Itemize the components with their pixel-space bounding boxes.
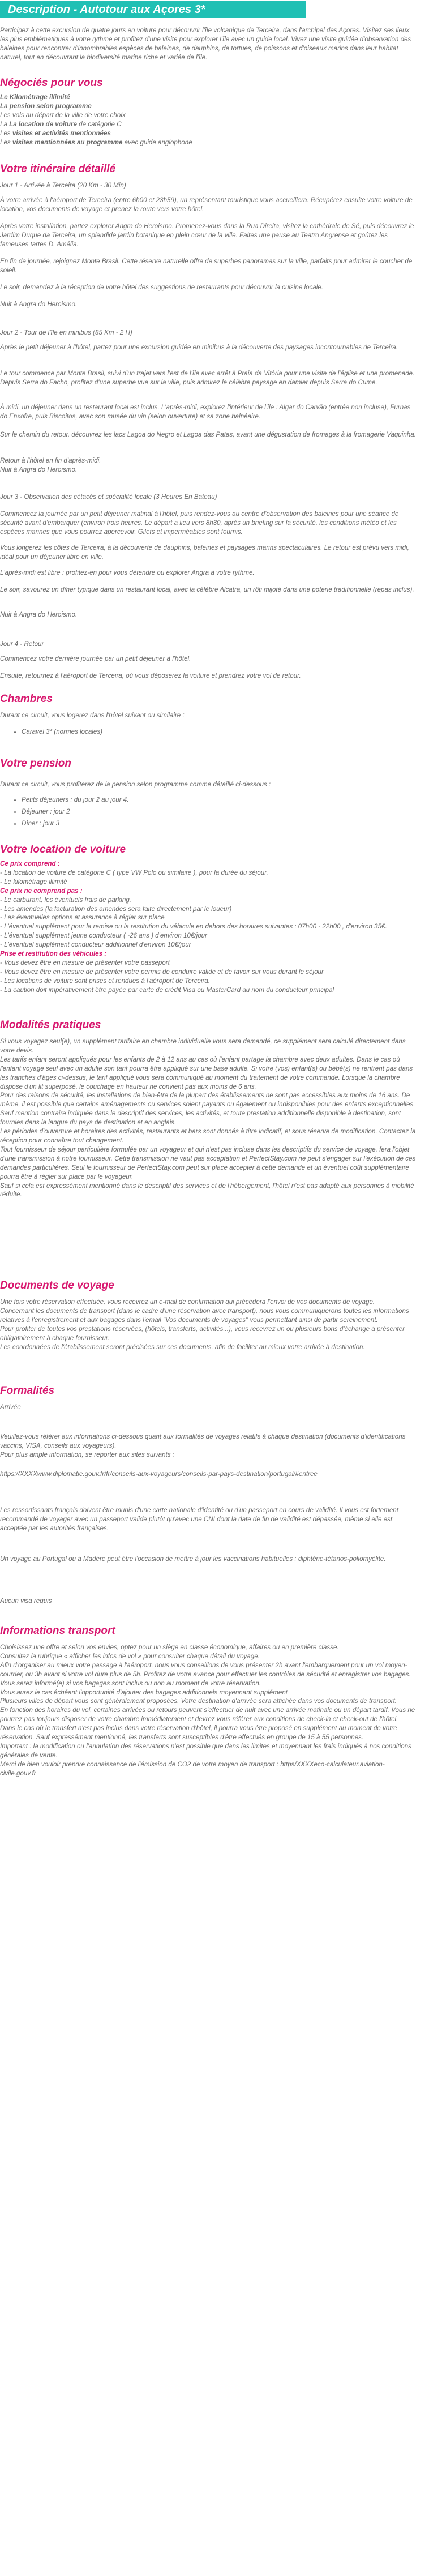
pension-list <box>0 794 128 829</box>
chambres-list <box>0 726 102 738</box>
list-item: - Les locations de voiture sont prises et rendues à l'aéroport de Terceira. <box>0 977 211 985</box>
day3-paragraph: Nuit à Angra do Heroismo. <box>0 611 78 618</box>
day3-paragraph: L'après-midi est libre : profitez-en pour vous détendre ou explorer Angra à votre rythme. <box>0 569 255 576</box>
list-item: • Dîner : jour 3 <box>22 818 128 829</box>
day2-paragraph: Après le petit déjeuner à l'hôtel, partez pour une excursion guidée en minibus à la découverte des paysages incontournables de Terceira. <box>0 344 398 351</box>
list-item: - La caution doit impérativement être payée par carte de crédit Visa ou MasterCard au nom du conducteur principal <box>0 986 334 994</box>
formalites-paragraph: Veuillez-vous référer aux informations ci-dessous quant aux formalités de voyages relatifs à chaque destination (documents d'identifications vaccins, VISA, conseils aux voyageurs). Pour plus ample information, se reporter aux sites suivants : <box>0 1433 406 1458</box>
list-item: - Vous devez être en mesure de présenter votre permis de conduire valide et de favoir sur vous durant le séjour <box>0 968 324 975</box>
list-item: - Les amendes (la facturation des amendes sera faite directement par le loueur) <box>0 905 232 913</box>
negocies-heading: Négociés pour vous <box>0 77 103 89</box>
transport-heading: Informations transport <box>0 1625 115 1637</box>
day2-paragraph: À midi, un déjeuner dans un restaurant local est inclus. L'après-midi, explorez l'intérieur de l'île : Algar do Carvão (entrée non incluse), Furnas do Enxofre, puis Biscoitos, avec son musée du vin (selon ouverture) et sa zone balnéaire. <box>0 404 411 420</box>
intro-paragraph: Participez à cette excursion de quatre jours en voiture pour découvrir l'île volcanique de Terceira, dans l'archipel des Açores. Visitez ses lieux les plus emblématiques à votre rythme et profitez d'une visite pour explorer l'île avec un guide local. Vivez une visite guidée d'observation des baleines pour rencontrer d'innombrables espèces de baleines, de dauphins, de tortues, de poissons et d'oiseaux marins dans leur habitat naturel, tout en découvrant la biodiversité marine riche et variée de l'île. <box>0 27 411 61</box>
negocies-list <box>0 93 416 147</box>
day2-paragraph: Sur le chemin du retour, découvrez les lacs Lagoa do Negro et Lagoa das Patas, avant une dégustation de fromages à la fromagerie Vaquinha. <box>0 431 416 438</box>
day1-paragraph: À votre arrivée à l'aéroport de Terceira (entre 6h00 et 23h59), un représentant touristique vous accueillera. Récupérez ensuite votre voiture de location, vos documents de voyage et prenez la route vers votre hôtel. <box>0 196 413 213</box>
formalites-paragraph: Un voyage au Portugal ou à Madère peut être l'occasion de mettre à jour les vaccinations habituelles : diphtérie-tétanos-poliomyélite. <box>0 1555 386 1563</box>
list-item: - Le kilométrage illimité <box>0 878 67 885</box>
day2-title: Jour 2 - Tour de l'île en minibus (85 Km - 2 H) <box>0 329 132 336</box>
day1-paragraph: Après votre installation, partez explorer Angra do Heroismo. Promenez-vous dans la Rua Direita, visitez la cathédrale de Sé, puis découvrez le Jardim Duque da Terceira, un splendide jardin botanique en plein cœur de la ville. Faites une pause au Teatro Angrense et goûtez les fameuses tartes D. Amélia. <box>0 222 414 248</box>
list-item: • Déjeuner : jour 2 <box>22 806 128 818</box>
transport-paragraph: Choisissez une offre et selon vos envies, optez pour un siège en classe économique, affaires ou en première classe. Consultez la rubrique « afficher les infos de vol » pour consulter chaque détail du voyage. Afin d'organiser au mieux votre passage à l'aéroport, nous vous conseillons de vous présenter 2h avant l'embarquement pour un vol moyen-courrier, ou 3h avant si votre vol dure plus de 5h. Profitez de votre avance pour effectuer les contrôles de sécurité et enregistrer vos bagages. Vous serez informé(e) si vos bagages sont inclus ou non au moment de votre réservation. Vous aurez le cas échéant l'opportunité d'ajouter des bagages additionnels moyennant supplément Plusieurs villes de départ vous sont généralement proposées. Votre destination d'arrivée sera affichée dans vos documents de transport. En fonction des horaires du vol, certaines arrivées ou retours peuvent s'effectuer de nuit avec une arrivée matinale ou un départ tardif. Vous ne pourrez pas toujours disposer de votre chambre immédiatement et devrez vous référer aux conditions de check-in et check-out de l'hôtel. Dans le cas où le transfert n'est pas inclus dans votre réservation d'hôtel, il pourra vous être proposé en supplément au moment de votre réservation. Sauf expressément mentionné, les transferts sont susceptibles d'être effectués en groupe de 15 à 55 personnes. Important : la modification ou l'annulation des réservations n'est possible que dans les limites et moyennant les frais indiqués à nos conditions générales de vente. Merci de bien vouloir prendre connaissance de l'émission de CO2 de votre moyen de transport : https/XXXXeco-calculateur.aviation-civile.gouv.fr <box>0 1644 415 1777</box>
negocies-item: Les visites mentionnées au programme avec guide anglophone <box>0 138 192 146</box>
day3-paragraph: Vous longerez les côtes de Terceira, à la découverte de dauphins, baleines et paysages marins spectaculaires. Le retour est prévu vers midi, idéal pour un déjeuner libre en ville. <box>0 544 409 560</box>
itinerary-heading: Votre itinéraire détaillé <box>0 163 116 175</box>
list-item: - Vous devez être en mesure de présenter votre passeport <box>0 958 170 966</box>
day1-paragraph: Nuit à Angra do Heroismo. <box>0 301 78 308</box>
pension-intro: Durant ce circuit, vous profiterez de la pension selon programme comme détaillé ci-dessous : <box>0 781 271 788</box>
location-ne-comprend-label: Ce prix ne comprend pas : <box>0 887 83 895</box>
formalites-paragraph: Les ressortissants français doivent être munis d'une carte nationale d'identité ou d'un passeport en cours de validité. Il vous est fortement recommandé de voyager avec un passeport valide plutôt qu'avec une CNI dont la date de fin de validité est dépassée, même si elle est acceptée par les autorités françaises. <box>0 1507 398 1532</box>
formalites-paragraph: Arrivée <box>0 1403 21 1411</box>
modalites-paragraph: Si vous voyagez seul(e), un supplément tarifaire en chambre individuelle vous sera demandé, ce supplément sera calculé directement dans votre devis. Les tarifs enfant seront appliqués pour les enfants de 2 à 12 ans au cas où l'enfant partage la chambre avec deux adultes. Dans le cas où l'enfant voyage seul avec un adulte son tarif pourra être appliqué sur une base adulte. Si votre (vos) enfant(s) ou bébé(s) ne rentrent pas dans les tranches d'âges ci-dessus, le tarif appliqué vous sera communiqué au moment du traitement de votre commande. Lorsque la chambre dispose d'un lit superposé, le couchage en hauteur ne convient pas aux moins de 6 ans. Pour des raisons de sécurité, les installations de bien-être de la plupart des établissements ne sont pas accessibles aux moins de 16 ans. De même, il est possible que certains aménagements ou services soient payants ou également ou indisponibles pour des enfants exceptionnelles. Sauf mention contraire indiquée dans le descriptif des services, les activités, et toute prestation additionnelle disponible à destination, sont fournies dans la langue du pays de destination et en anglais. Les périodes d'ouverture et horaires des activités, restaurants et bars sont donnés à titre indicatif, et sous réserve de modification. Contactez la réception pour connaître tout changement. Tout fournisseur de séjour particulière formulée par un voyageur et qui n'est pas incluse dans les descriptifs du service de voyage, fera l'objet d'une transmission à notre fournisseur. Cette transmission ne vaut pas acceptation et PerfectStay.com ne peut s'engager sur l'exécution de ces demandes particulières. Seul le fournisseur de PerfectStay.com peut sur place accepter à cette demande et un éventuel coût supplémentaire pourra être à régler sur place par le voyageur. Sauf si cela est expressément mentionné dans le descriptif des services et de l'hébergement, l'hôtel n'est pas adapté aux personnes à mobilité réduite. <box>0 1038 416 1199</box>
list-item: - Le carburant, les éventuels frais de parking. <box>0 896 131 904</box>
list-item: • Caravel 3* (normes locales) <box>22 726 102 738</box>
location-prise-label: Prise et restitution des véhicules : <box>0 950 107 958</box>
negocies-item: La pension selon programme <box>0 102 92 110</box>
formalites-heading: Formalités <box>0 1385 55 1397</box>
negocies-item: Le Kilométrage illimité <box>0 93 70 101</box>
modalites-heading: Modalités pratiques <box>0 1019 101 1031</box>
location-details <box>0 859 416 995</box>
list-item: - L'éventuel supplément pour la remise ou la restitution du véhicule en dehors des horaires suivantes : 07h00 - 22h00 , d'environ 35€. <box>0 923 387 931</box>
list-item: - L'éventuel supplément conducteur additionnel d'environ 10€/jour <box>0 941 191 949</box>
day1-paragraph: Le soir, demandez à la réception de votre hôtel des suggestions de restaurants pour découvrir la cuisine locale. <box>0 284 324 291</box>
negocies-item: La La location de voiture de catégorie C <box>0 120 122 128</box>
day4-paragraph: Ensuite, retournez à l'aéroport de Terceira, où vous déposerez la voiture et prendrez votre vol de retour. <box>0 672 301 679</box>
negocies-item: Les visites et activités mentionnées <box>0 129 111 137</box>
description-banner: Description - Autotour aux Açores 3* <box>0 1 306 18</box>
day2-paragraph: Nuit à Angra do Heroismo. <box>0 466 78 473</box>
day4-paragraph: Commencez votre dernière journée par un petit déjeuner à l'hôtel. <box>0 655 191 662</box>
formalites-link[interactable] <box>0 1470 416 1479</box>
day2-paragraph: Le tour commence par Monte Brasil, suivi d'un trajet vers l'est de l'île avec arrêt à Praia da Vitória pour une visite de l'église et une promenade. Depuis Serra do Facho, profitez d'une superbe vue sur la ville, puis admirez le célèbre paysage en damier depuis Serra do Cume. <box>0 370 415 386</box>
day4-title: Jour 4 - Retour <box>0 640 44 648</box>
list-item: - La location de voiture de catégorie C ( type VW Polo ou similaire ), pour la durée du séjour. <box>0 868 268 876</box>
documents-heading: Documents de voyage <box>0 1280 114 1291</box>
location-comprend-label: Ce prix comprend : <box>0 860 60 867</box>
day1-title: Jour 1 - Arrivée à Terceira (20 Km - 30 Min) <box>0 182 126 189</box>
pension-heading: Votre pension <box>0 758 71 769</box>
day2-paragraph: Retour à l'hôtel en fin d'après-midi. <box>0 457 101 464</box>
list-item: • Petits déjeuners : du jour 2 au jour 4. <box>22 794 128 806</box>
list-item: - L'éventuel supplément jeune conducteur ( -26 ans ) d'environ 10€/jour <box>0 932 207 940</box>
chambres-heading: Chambres <box>0 693 53 705</box>
day1-paragraph: En fin de journée, rejoignez Monte Brasil. Cette réserve naturelle offre de superbes panoramas sur la ville, parfaits pour admirer le coucher de soleil. <box>0 258 413 274</box>
list-item: - Les éventuelles options et assurance à régler sur place <box>0 914 165 922</box>
documents-paragraph: Une fois votre réservation effectuée, vous recevrez un e-mail de confirmation qui précèdera l'envoi de vos documents de voyage. Concernant les documents de transport (dans le cadre d'une réservation avec transport), nous vous communiquerons toutes les informations relatives à l'enregistrement et aux bagages dans l'email "Vos documents de voyages" vous permettant ainsi de partir sereinement. Pour profiter de toutes vos prestations réservées, (hôtels, transferts, activités...), vous recevrez un ou plusieurs bons d'échange à présenter obligatoirement à chaque fournisseur. Les coordonnées de l'établissement seront précisées sur ces documents, afin de faciliter au mieux votre arrivée à destination. <box>0 1298 409 1351</box>
formalites-paragraph: Aucun visa requis <box>0 1597 52 1604</box>
day3-paragraph: Commencez la journée par un petit déjeuner matinal à l'hôtel, puis rendez-vous au centre d'observation des baleines pour une séance de sécurité avant d'embarquer (environ trois heures. Le départ a lieu vers 8h30, après un briefing sur la sécurité, les conditions météo et les espèces marines que vous pourrez apercevoir. Gilets et imperméables sont fournis. <box>0 510 399 536</box>
day3-title: Jour 3 - Observation des cétacés et spécialité locale (3 Heures En Bateau) <box>0 493 217 500</box>
location-heading: Votre location de voiture <box>0 844 126 855</box>
day3-paragraph: Le soir, savourez un dîner typique dans un restaurant local, avec la célèbre Alcatra, un rôti mijoté dans une poterie traditionnelle (repas inclus). <box>0 586 414 593</box>
chambres-intro: Durant ce circuit, vous logerez dans l'hôtel suivant ou similaire : <box>0 712 185 719</box>
diplomatie-link[interactable]: https://XXXXwww.diplomatie.gouv.fr/fr/conseils-aux-voyageurs/conseils-par-pays-destination/portugal/#entree <box>0 1470 318 1478</box>
negocies-item: Les vols au départ de la ville de votre choix <box>0 111 126 119</box>
